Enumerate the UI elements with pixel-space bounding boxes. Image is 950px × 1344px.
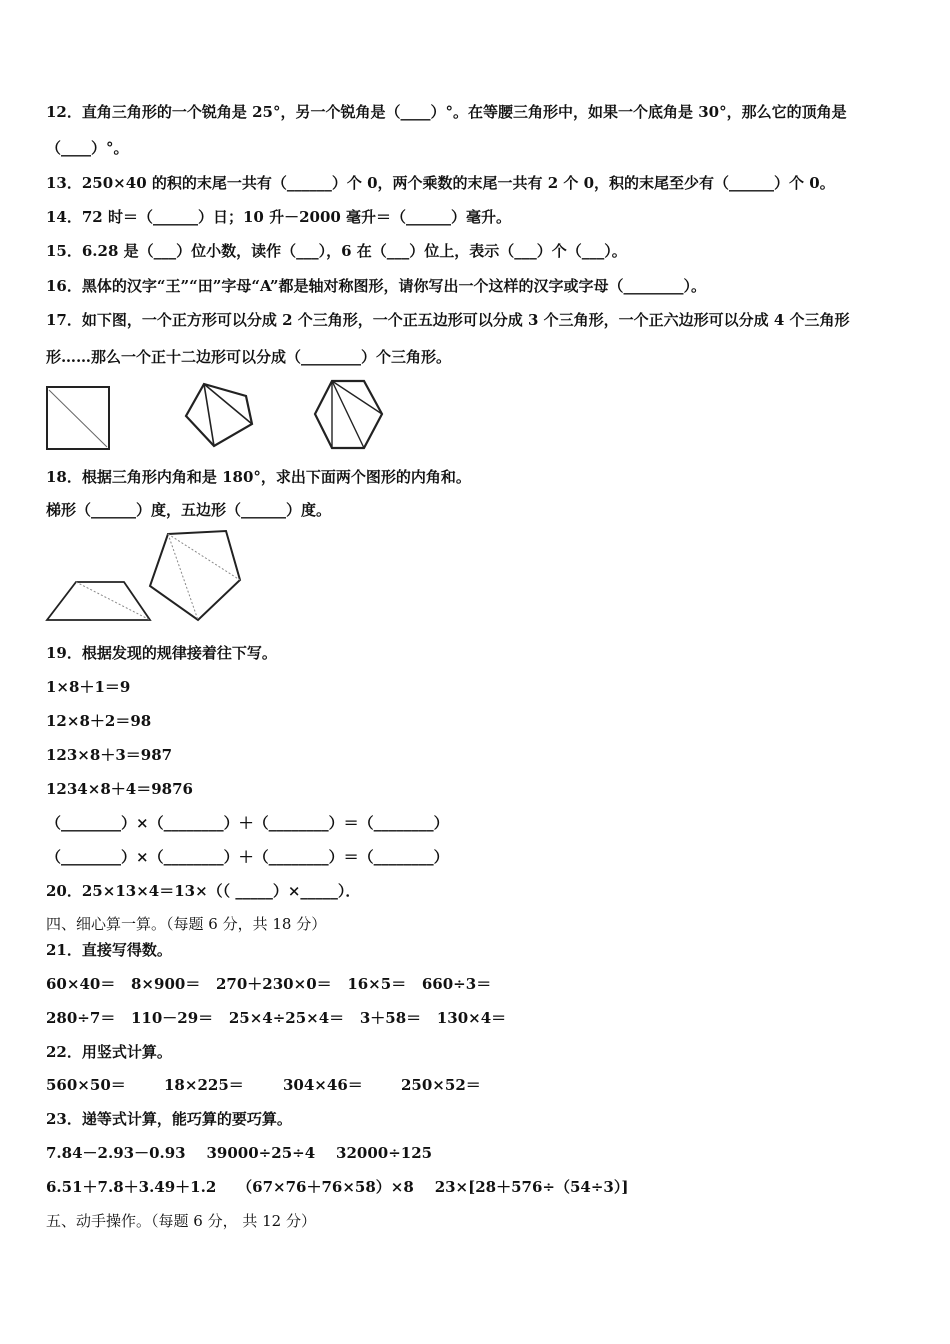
q23-item: 39000÷25÷4 (206, 1144, 316, 1162)
pentagon-angle-figure (146, 528, 244, 624)
q21-item: 280÷7＝ (46, 1009, 116, 1027)
q19-eq-1: 1×8＋1＝9 (46, 678, 131, 696)
q23-item: （67×76＋76×58）×8 (237, 1178, 414, 1196)
q19-eq-3: 123×8＋3＝987 (46, 746, 173, 764)
q23-item: 7.84－2.93－0.93 (46, 1144, 186, 1162)
q21-item: 270＋230×0＝ (216, 975, 332, 993)
q23-item: 32000÷125 (336, 1144, 433, 1162)
q20: 20．25×13×4＝13×（（ _____）×_____）． (46, 882, 361, 900)
section5-heading: 五、动手操作。（每题 6 分， 共 12 分） (46, 1212, 316, 1230)
q23-item: 6.51＋7.8＋3.49＋1.2 (46, 1178, 217, 1196)
q16: 16．黑体的汉字“王”“田”字母“A”都是轴对称图形，请你写出一个这样的汉字或字母（________）。 (46, 277, 707, 295)
q19-eq-4: 1234×8＋4＝9876 (46, 780, 193, 798)
q23-row-2 (46, 1177, 628, 1197)
q23-title: 23．递等式计算，能巧算的要巧算。 (46, 1110, 292, 1128)
q14: 14．72 时＝（______）日；10 升－2000 毫升＝（______）毫升。 (46, 208, 512, 226)
q21-item: 16×5＝ (347, 975, 407, 993)
q17-line2: 形……那么一个正十二边形可以分成（________）个三角形。 (46, 348, 452, 366)
square-figure (44, 384, 114, 452)
q18-line1: 18．根据三角形内角和是 180°，求出下面两个图形的内角和。 (46, 468, 471, 486)
q21-item: 660÷3＝ (421, 975, 492, 993)
q22-item-4: 250×52＝ (401, 1076, 481, 1094)
q21-item: 25×4÷25×4＝ (228, 1009, 345, 1027)
q19-eq-2: 12×8＋2＝98 (46, 712, 152, 730)
q21-item: 8×900＝ (131, 975, 201, 993)
q21-row-2 (46, 1008, 506, 1028)
q22-item-2: 18×225＝ (164, 1076, 244, 1094)
q22-item-1: 560×50＝ (46, 1076, 126, 1094)
q21-item: 3＋58＝ (359, 1009, 422, 1027)
q21-title: 21．直接写得数。 (46, 941, 172, 959)
q17-line1: 17．如下图，一个正方形可以分成 2 个三角形，一个正五边形可以分成 3 个三角形，一个正六边形可以分成 4 个三角形 (46, 311, 850, 329)
q23-item: 23×[28＋576÷（54÷3）] (434, 1178, 629, 1196)
q12-line1: 12．直角三角形的一个锐角是 25°，另一个锐角是（____）°。在等腰三角形中，如果一个底角是 30°，那么它的顶角是 (46, 103, 847, 121)
section4-heading: 四、细心算一算。（每题 6 分，共 18 分） (46, 915, 327, 933)
pentagon-figure (180, 380, 262, 450)
q22-item-3: 304×46＝ (283, 1076, 363, 1094)
q21-row-1 (46, 974, 491, 994)
q23-row-1 (46, 1143, 432, 1163)
trapezoid-figure (44, 578, 154, 624)
q19-blank-row-1: （________）×（________）＋（________）＝（________） (46, 814, 449, 832)
q21-item: 130×4＝ (436, 1009, 507, 1027)
q12-line2: （____）°。 (46, 139, 129, 157)
q19-title: 19．根据发现的规律接着往下写。 (46, 644, 277, 662)
q18-line2: 梯形（______）度，五边形（______）度。 (46, 501, 332, 519)
q15: 15．6.28 是（___）位小数，读作（___），6 在（___）位上，表示（___）个（___）。 (46, 242, 627, 260)
q19-blank-row-2: （________）×（________）＋（________）＝（________） (46, 848, 449, 866)
q13: 13．250×40 的积的末尾一共有（______）个 0，两个乘数的末尾一共有 2 个 0，积的末尾至少有（______）个 0。 (46, 174, 835, 192)
q21-item: 60×40＝ (46, 975, 116, 993)
q21-item: 110－29＝ (131, 1009, 214, 1027)
q22-title: 22．用竖式计算。 (46, 1043, 172, 1061)
hexagon-figure (312, 378, 386, 452)
